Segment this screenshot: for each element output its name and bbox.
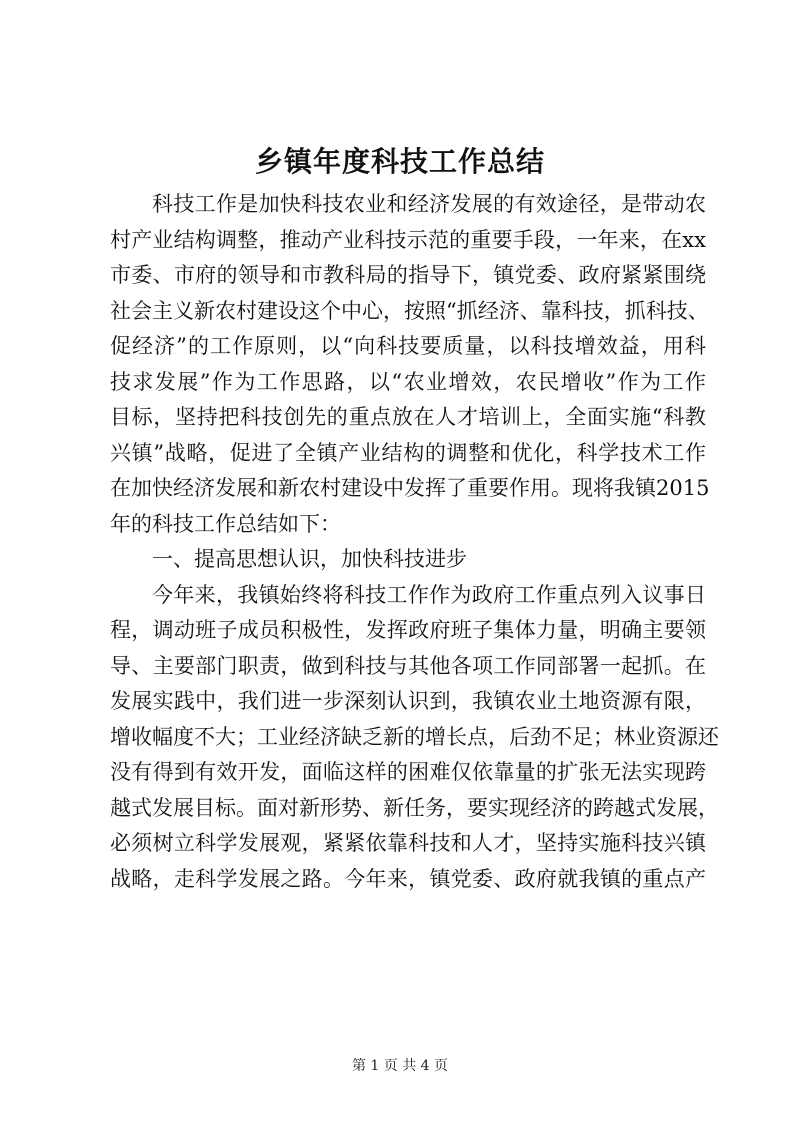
body-line: 增收幅度不大；工业经济缺乏新的增长点，后劲不足；林业资源还 (110, 724, 719, 749)
body-line: 导、主要部门职责，做到科技与其他各项工作同部署一起抓。在 (110, 653, 706, 678)
body-line: 市委、市府的领导和市教科局的指导下，镇党委、政府紧紧围绕 (110, 263, 706, 287)
body-line: 促经济”的工作原则，以“向科技要质量，以科技增效益，用科 (110, 334, 706, 358)
body-line: 社会主义新农村建设这个中心，按照“抓经济、靠科技，抓科技、 (110, 298, 709, 323)
document-title: 乡镇年度科技工作总结 (254, 145, 545, 178)
body-line: 越式发展目标。面对新形势、新任务，要实现经济的跨越式发展， (110, 795, 719, 820)
page-footer: 第 1 页 共 4 页 (351, 1058, 449, 1074)
section-heading: 一、提高思想认识，加快科技进步 (152, 547, 467, 571)
body-line: 科技工作是加快科技农业和经济发展的有效途径，是带动农 (152, 192, 706, 216)
body-line: 没有得到有效开发，面临这样的困难仅依靠量的扩张无法实现跨 (110, 760, 706, 784)
body-line: 在加快经济发展和新农村建设中发挥了重要作用。现将我镇2015 (110, 476, 710, 500)
document-body (110, 187, 719, 897)
body-line: 兴镇”战略，促进了全镇产业结构的调整和优化，科学技术工作 (110, 440, 706, 465)
body-line: 战略，走科学发展之路。今年来，镇党委、政府就我镇的重点产 (110, 866, 706, 891)
body-line: 程，调动班子成员积极性，发挥政府班子集体力量，明确主要领 (110, 618, 706, 642)
body-line: 目标，坚持把科技创先的重点放在人才培训上，全面实施“科教 (110, 405, 706, 429)
body-line: 村产业结构调整，推动产业科技示范的重要手段，一年来，在xx (110, 227, 706, 252)
body-line: 年的科技工作总结如下： (110, 511, 341, 536)
body-line: 必须树立科学发展观，紧紧依靠科技和人才，坚持实施科技兴镇 (110, 831, 706, 855)
body-line: 发展实践中，我们进一步深刻认识到，我镇农业土地资源有限， (110, 689, 706, 713)
body-line: 今年来，我镇始终将科技工作作为政府工作重点列入议事日 (152, 582, 706, 607)
body-line: 技求发展”作为工作思路，以“农业增效，农民增收”作为工作 (110, 369, 706, 394)
